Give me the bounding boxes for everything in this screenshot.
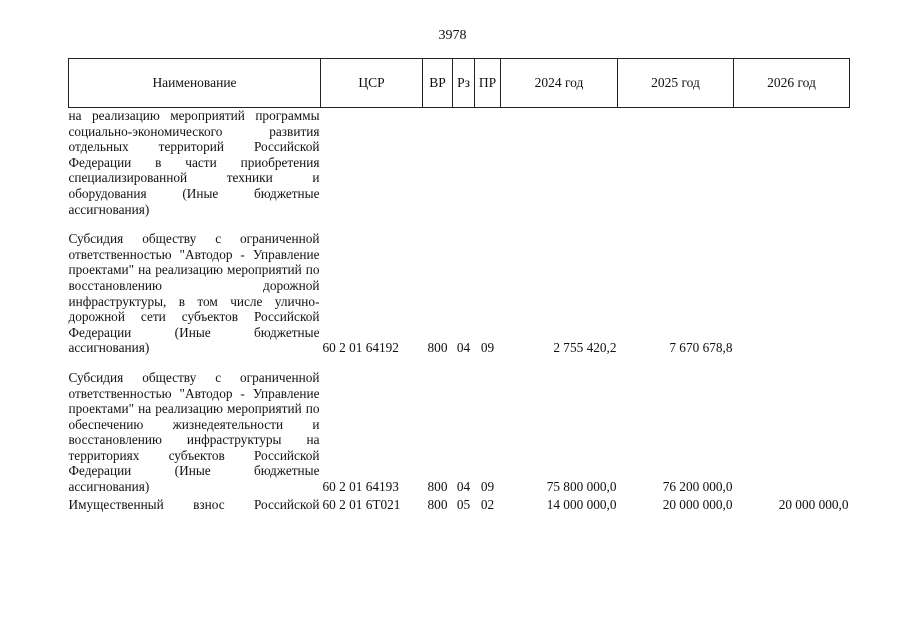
page-number: 3978 [438, 28, 467, 43]
row-2026 [734, 108, 850, 218]
row-2026 [734, 356, 850, 495]
row-pr: 09 [480, 479, 495, 495]
header-vr: ВР [423, 59, 453, 108]
header-name: Наименование [69, 59, 321, 108]
row-name: на реализацию мероприятий программы социально-экономического развития отдельных территорий Российской Федерации в части приобретения специализированной техники и оборудования (Иные бюджетные ассигнования) [68, 108, 320, 217]
table-row [69, 108, 850, 218]
budget-table [68, 58, 850, 512]
row-pr [475, 108, 501, 218]
row-2024: 75 800 000,0 [546, 479, 617, 495]
row-2024: 2 755 420,2 [553, 340, 617, 356]
row-csr: 60 2 01 64193 [322, 479, 399, 495]
row-vr: 800 [427, 340, 448, 356]
row-2024 [501, 108, 618, 218]
row-rz [453, 108, 475, 218]
row-2025 [618, 108, 734, 218]
header-2024: 2024 год [501, 59, 618, 108]
row-pr: 02 [480, 496, 495, 512]
row-pr: 09 [480, 340, 495, 356]
row-vr [423, 108, 453, 218]
row-rz: 05 [456, 496, 471, 512]
row-rz: 04 [456, 340, 471, 356]
header-pr: ПР [475, 59, 501, 108]
row-name: Субсидия обществу с ограниченной ответственностью "Автодор - Управление проектами" на реализацию мероприятий по восстановлению дорожной инфраструктуры, в том числе улично-дорожной сети субъектов Российской Федерации (Иные бюджетные ассигнования) [68, 231, 320, 356]
table-row [69, 217, 850, 356]
row-vr: 800 [427, 496, 448, 512]
row-2025: 76 200 000,0 [662, 479, 733, 495]
table-header-row [69, 59, 850, 108]
row-vr: 800 [427, 479, 448, 495]
row-csr [321, 108, 423, 218]
row-name: Субсидия обществу с ограниченной ответственностью "Автодор - Управление проектами" на реализацию мероприятий по обеспечению жизнедеятельности и восстановлению инфраструктуры на территориях субъектов Российской Федерации (Иные бюджетные ассигнования) [68, 369, 320, 495]
header-2026: 2026 год [734, 59, 850, 108]
header-rz: Рз [453, 59, 475, 108]
header-2025: 2025 год [618, 59, 734, 108]
row-csr: 60 2 01 64192 [322, 340, 399, 356]
table-row [69, 356, 850, 495]
row-2026: 20 000 000,0 [778, 496, 849, 512]
row-rz: 04 [456, 479, 471, 495]
row-2025: 20 000 000,0 [662, 496, 733, 512]
row-2026 [734, 217, 850, 356]
row-csr: 60 2 01 6Т021 [322, 496, 401, 512]
row-2024: 14 000 000,0 [546, 496, 617, 512]
table-row [69, 495, 850, 513]
row-name: Имущественный взнос Российской [68, 496, 320, 512]
header-csr: ЦСР [321, 59, 423, 108]
row-2025: 7 670 678,8 [669, 340, 733, 356]
